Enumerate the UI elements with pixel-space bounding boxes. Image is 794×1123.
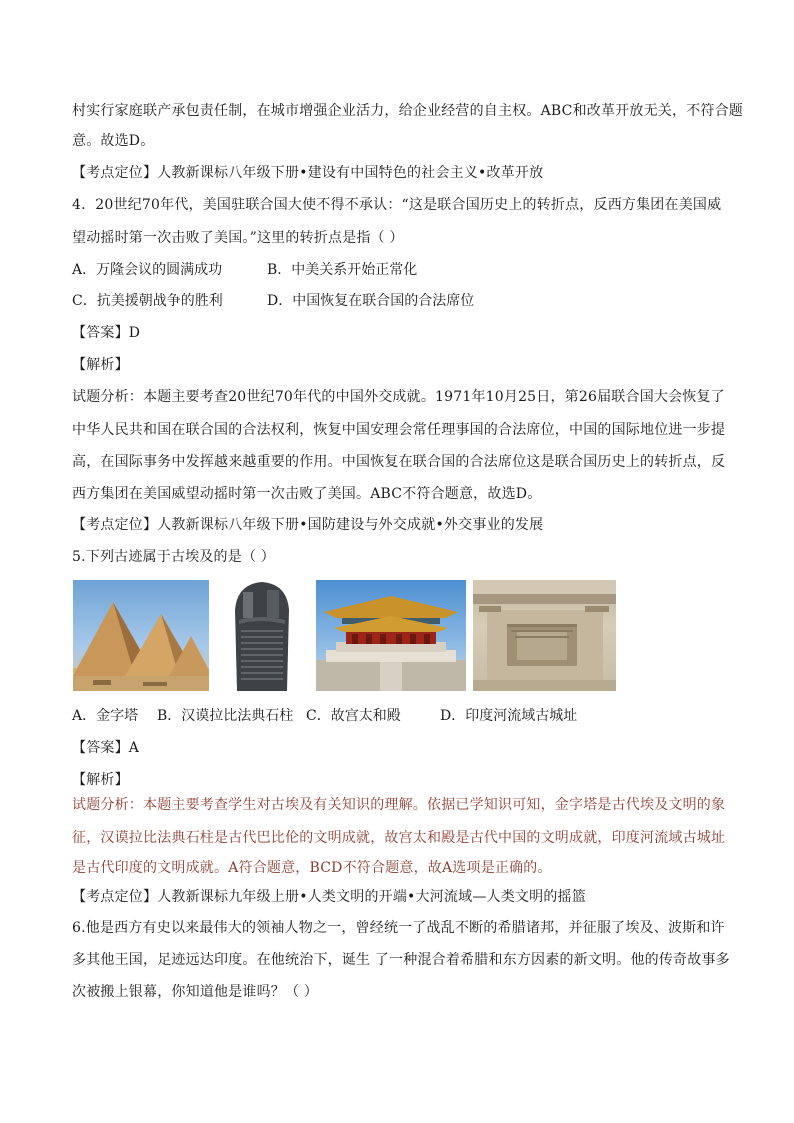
analysis-text: 试题分析：本题主要考查20世纪70年代的中国外交成就。1971年10月25日，第26届联合国大会恢复了 [72, 389, 725, 405]
pyramids-image [73, 580, 209, 691]
q5-option-c: C．故宫太和殿 [306, 708, 401, 724]
analysis-text: 高，在国际事务中发挥越来越重要的作用。中国恢复在联合国的合法席位这是联合国历史上的转折点，反 [72, 454, 726, 470]
analysis-label: 【解析】 [72, 357, 129, 373]
q4-option-a: A．万隆会议的圆满成功 [72, 262, 223, 278]
hammurabi-stele-image [225, 580, 299, 691]
forbidden-city-image [316, 580, 466, 691]
q4-option-c: C．抗美援朝战争的胜利 [72, 293, 223, 309]
answer-label: 【答案】D [72, 325, 141, 341]
analysis-label: 【解析】 [72, 772, 129, 788]
question-4-stem: 4．20世纪70年代，美国驻联合国大使不得不承认：“这是联合国历史上的转折点，反西方集团在美国威 [72, 197, 722, 213]
knowledge-point: 【考点定位】人教新课标八年级下册•国防建设与外交成就•外交事业的发展 [72, 517, 544, 533]
q5-option-d: D．印度河流域古城址 [440, 708, 578, 724]
analysis-text: 试题分析：本题主要考查学生对古埃及有关知识的理解。依据已学知识可知，金字塔是古代埃及文明的象 [72, 797, 726, 813]
question-4-stem: 望动摇时第一次击败了美国。”这里的转折点是指（ ） [72, 230, 404, 246]
text-line: 意。故选D。 [72, 133, 155, 149]
analysis-text: 中华人民共和国在联合国的合法权利，恢复中国安理会常任理事国的合法席位，中国的国际地位进一步提 [72, 422, 726, 438]
question-6-stem: 多其他王国，足迹远达印度。在他统治下，诞生 了一种混合着希腊和东方因素的新文明。他的传奇故事多 [72, 952, 730, 968]
q5-option-a: A．金字塔 [72, 708, 139, 724]
knowledge-point: 【考点定位】人教新课标八年级下册•建设有中国特色的社会主义•改革开放 [72, 165, 544, 181]
question-6-stem: 6.他是西方有史以来最伟大的领袖人物之一，曾经统一了战乱不断的希腊诸邦，并征服了埃及、波斯和许 [72, 920, 725, 936]
question-6-stem: 次被搬上银幕，你知道他是谁吗？（ ） [72, 984, 319, 1000]
answer-label: 【答案】A [72, 740, 140, 756]
knowledge-point: 【考点定位】人教新课标九年级上册•人类文明的开端•大河流域—人类文明的摇篮 [72, 889, 586, 905]
analysis-text: 西方集团在美国威望动摇时第一次击败了美国。ABC不符合题意，故选D。 [72, 486, 542, 502]
q4-option-b: B．中美关系开始正常化 [267, 262, 418, 278]
q4-option-d: D．中国恢复在联合国的合法席位 [267, 293, 475, 309]
analysis-text: 是古代印度的文明成就。A符合题意，BCD不符合题意，故A选项是正确的。 [72, 860, 552, 876]
question-5-stem: 5.下列古迹属于古埃及的是（ ） [72, 549, 276, 565]
indus-ruins-image [473, 580, 616, 691]
q5-option-b: B．汉谟拉比法典石柱 [157, 708, 294, 724]
text-line: 村实行家庭联产承包责任制，在城市增强企业活力，给企业经营的自主权。ABC和改革开放无关，不符合题 [72, 103, 743, 119]
analysis-text: 征，汉谟拉比法典石柱是古代巴比伦的文明成就，故宫太和殿是古代中国的文明成就，印度河流域古城址 [72, 830, 726, 846]
